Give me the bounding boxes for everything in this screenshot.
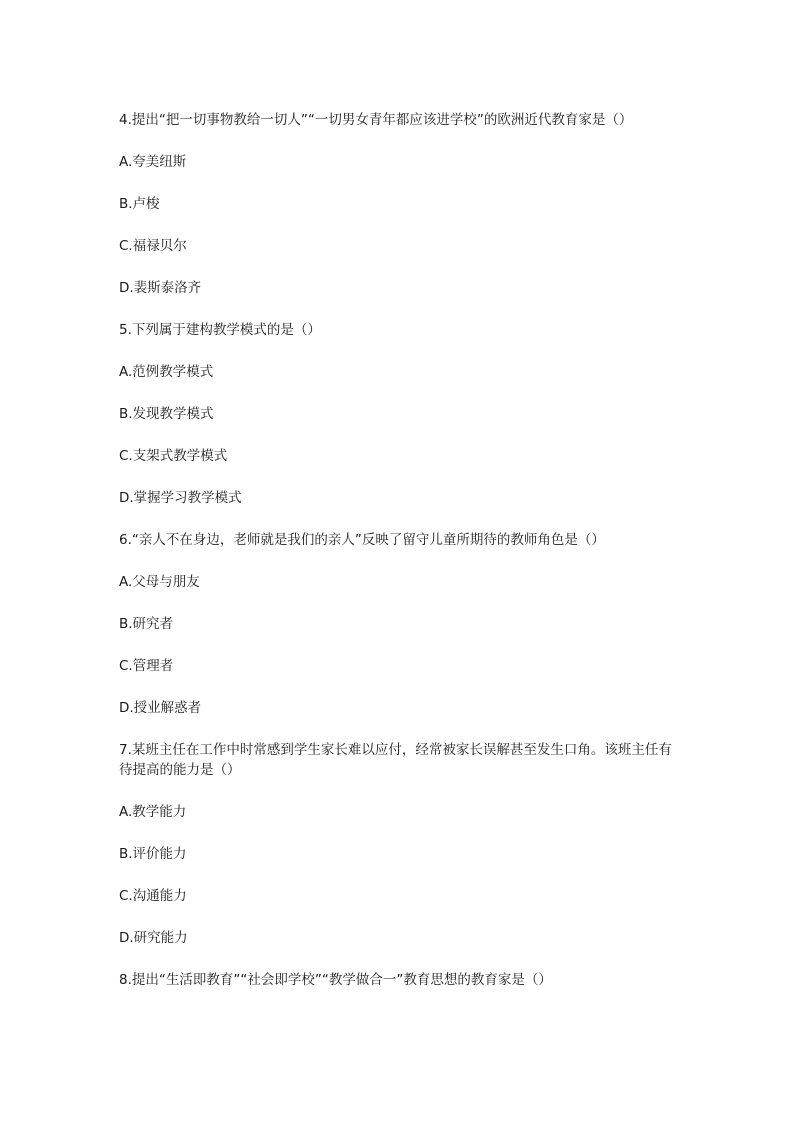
question-4 — [119, 110, 679, 298]
option-d: D.掌握学习教学模式 — [119, 490, 242, 506]
option-b: B.研究者 — [119, 616, 174, 632]
question-7 — [119, 740, 679, 948]
question-text: 7.某班主任在工作中时常感到学生家长难以应付，经常被家长误解甚至发生口角。该班主任有待提高的能力是（） — [119, 742, 672, 778]
option-a: A.范例教学模式 — [119, 364, 214, 380]
question-text: 5.下列属于建构教学模式的是（） — [119, 322, 321, 338]
option-c: C.沟通能力 — [119, 888, 187, 904]
question-text: 4.提出“把一切事物教给一切人”“一切男女青年都应该进学校”的欧洲近代教育家是（） — [119, 112, 633, 128]
question-6 — [119, 530, 679, 718]
option-a: A.夸美纽斯 — [119, 154, 187, 170]
question-text: 8.提出“生活即教育”“社会即学校”“教学做合一”教育思想的教育家是（） — [119, 972, 552, 988]
option-d: D.裴斯泰洛齐 — [119, 280, 202, 296]
question-text: 6.“亲人不在身边，老师就是我们的亲人”反映了留守儿童所期待的教师角色是（） — [119, 532, 605, 548]
option-b: B.评价能力 — [119, 846, 187, 862]
question-8 — [119, 970, 679, 990]
option-b: B.卢梭 — [119, 196, 160, 212]
option-c: C.福禄贝尔 — [119, 238, 187, 254]
option-d: D.授业解惑者 — [119, 700, 202, 716]
option-c: C.管理者 — [119, 658, 174, 674]
option-a: A.教学能力 — [119, 804, 187, 820]
option-a: A.父母与朋友 — [119, 574, 200, 590]
option-d: D.研究能力 — [119, 930, 188, 946]
option-c: C.支架式教学模式 — [119, 448, 228, 464]
exam-page — [119, 110, 679, 1012]
option-b: B.发现教学模式 — [119, 406, 214, 422]
question-5 — [119, 320, 679, 508]
